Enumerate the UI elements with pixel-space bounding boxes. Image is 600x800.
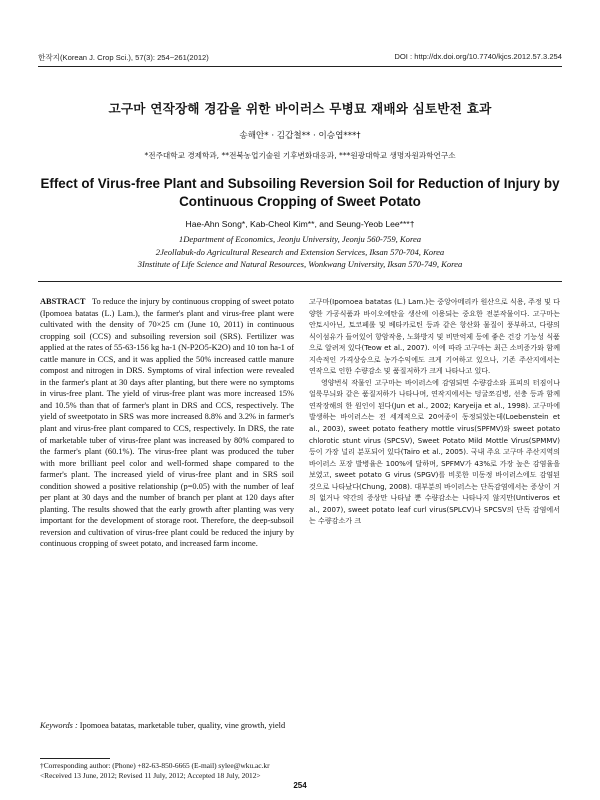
footnote: [40, 761, 560, 782]
keywords-label: Keywords :: [40, 721, 78, 730]
doi-link[interactable]: DOI : http://dx.doi.org/10.7740/kjcs.2012.57.3.254: [394, 52, 562, 61]
affiliation-2: 2Jeollabuk-do Agricultural Research and Extension Services, Iksan 570-704, Korea: [155, 246, 445, 257]
korean-paragraph-2: 영양번식 작물인 고구마는 바이러스에 감염되면 수량감소와 표피의 터짐이나 얼룩무늬와 같은 품질저하가 나타나며, 연작지에서는 덩굴쪼김병, 선충 등과 함께 연작장해의 한 원인이 된다(Jun et al., 2002; Karyeija et al., 1998). 고구마에 발생하는 바이러스는 전 세계적으로 20여종이 동정되었는데(Loebenstein et al., 2003), sweet potato feathery mottle virus(SPFMV)와 sweet potato chlorotic stunt virus (SPCSV), Sweet Potato Mild Mottle Virus(SPMMV) 등이 가장 널리 분포되어 있다(Tairo et al., 2005). 국내 주요 고구마 주산지역의 바이러스 포장 발병율은 100%에 달하며, SPFMV가 43%로 가장 높은 감염율을 보였고, sweet potato G virus (SPGV)를 비롯한 미동정 바이러스에도 감염된 것으로 나타났다(Chung, 2008). 대부분의 바이러스는 단독감염에서는 증상이 거의 없거나 약간의 증상만 나타날 뿐 수량감소는 나타나지 않지만(Untiveros et al., 2007), sweet potato leaf curl virus(SPLCV)나 SPCSV의 단독 감염에서는 수량감소가 크: [309, 377, 560, 526]
korean-affiliations: *전주대학교 경제학과, **전북농업기술원 기후변화대응과, ***원광대학교 생명자원과학연구소: [144, 151, 456, 160]
english-title: [38, 175, 562, 211]
english-title-line-2: Continuous Cropping of Sweet Potato: [179, 194, 421, 209]
korean-paragraph-1: 고구마(Ipomoea batatas (L.) Lam.)는 중앙아메리카 원산으로 식용, 주정 및 다양한 가공식품과 바이오에탄올 생산에 이용되는 중요한 전분작물이다. 고구마는 안토시아닌, 토코페롤 및 베타카로틴 등과 같은 항산화 물질이 풍부하고, 다량의 식이섬유가 들어있어 항암작용, 노화방지 및 비만억제 등에 좋은 건강 기능성 식품으로 알려져 있다(Teow et al., 2007). 이에 따라 고구마는 최근 소비증가와 함께 지속적인 가격상승으로 농가수익에도 크게 기여하고 있으나, 기존 주산지에서는 연작으로 인한 수량감소 및 품질저하가 크게 나타나고 있다.: [309, 297, 560, 376]
keywords: [40, 720, 294, 732]
keywords-text: Ipomoea batatas, marketable tuber, quality, vine growth, yield: [79, 721, 286, 730]
korean-title: 고구마 연작장해 경감을 위한 바이러스 무병묘 재배와 심토반전 효과: [108, 101, 492, 116]
running-header: [38, 52, 562, 65]
abstract-text: To reduce the injury by continuous cropping of sweet potato (Ipomoea batatas (L.) Lam.), the farmer's plant and virus-free plant were cultivated with the density of 70×25 cm (June 10, 2011) in continuous cropping soil (CCS) and subsoiling reversion soil (SRS). Fertilizer was applied at the rates of 55-63-156 kg ha-1 (N-P2O5-K2O) and 10 ton ha-1 of cattle manure in CCS, and it was applied the 50% increased cattle manure compost and nitrogen in DRS. Symptoms of viral infection were revealed in the farmer's plant at 30 days after planting, but there were no symptoms in virus-free plant. The yield of virus-free plant was more increased 15% and 10.5% than that of farmer's plant in DRS and CCS, respectively. The yield of sweetpotato in SRS was more increased 8.8% and 3.2% in farmer's plant and virus-free plant compared to CCS, respectively. In DRS, the rate of marketable tuber of virus-free plant was increased by 80% compared to the farmer's plant (60.1%). The virus-free plant was produced the tuber with more brilliant peel color and well-formed shape compared to the farmer's plant. The increased yield of virus-free plant and in SRS soil condition showed a positive relationship (p=0.05) with the number of leaf per plant at 30 days and the number of branch per plant at 120 days after planting. The results showed that the early growth after planting was very important for the development of storage root. Therefore, the deep-subsoil reversion and cultivation of virus-free plant could be reduced the injury by continuous cropping of sweet potato, and increased farm income.: [40, 297, 294, 549]
korean-authors: 송해안* · 김갑철** · 이승엽***†: [239, 131, 361, 141]
received-dates: <Received 13 June, 2012; Revised 11 July, 2012; Accepted 18 July, 2012>: [40, 771, 261, 781]
english-title-line-1: Effect of Virus-free Plant and Subsoiling Reversion Soil for Reduction of Injury by: [40, 176, 560, 191]
corresponding-author: †Corresponding author: (Phone) +82-63-850-6665 (E-mail) sylee@wku.ac.kr: [40, 761, 270, 770]
abstract: [40, 296, 294, 550]
section-rule: [38, 281, 562, 282]
page-number: 254: [293, 781, 307, 790]
footnote-rule: [40, 758, 110, 759]
english-affiliations: [38, 233, 562, 271]
header-rule: [38, 66, 562, 67]
affiliation-1: 1Department of Economics, Jeonju University, Jeonju 560-759, Korea: [178, 234, 422, 244]
affiliation-3: 3Institute of Life Science and Natural Resources, Wonkwang University, Iksan 570-749, Korea: [137, 259, 463, 270]
journal-citation: 한작지(Korean J. Crop Sci.), 57(3): 254~261(2012): [38, 53, 209, 62]
korean-body: [309, 296, 560, 527]
abstract-label: ABSTRACT: [40, 297, 86, 306]
english-authors: Hae-Ahn Song*, Kab-Cheol Kim**, and Seung-Yeob Lee***†: [185, 219, 415, 229]
